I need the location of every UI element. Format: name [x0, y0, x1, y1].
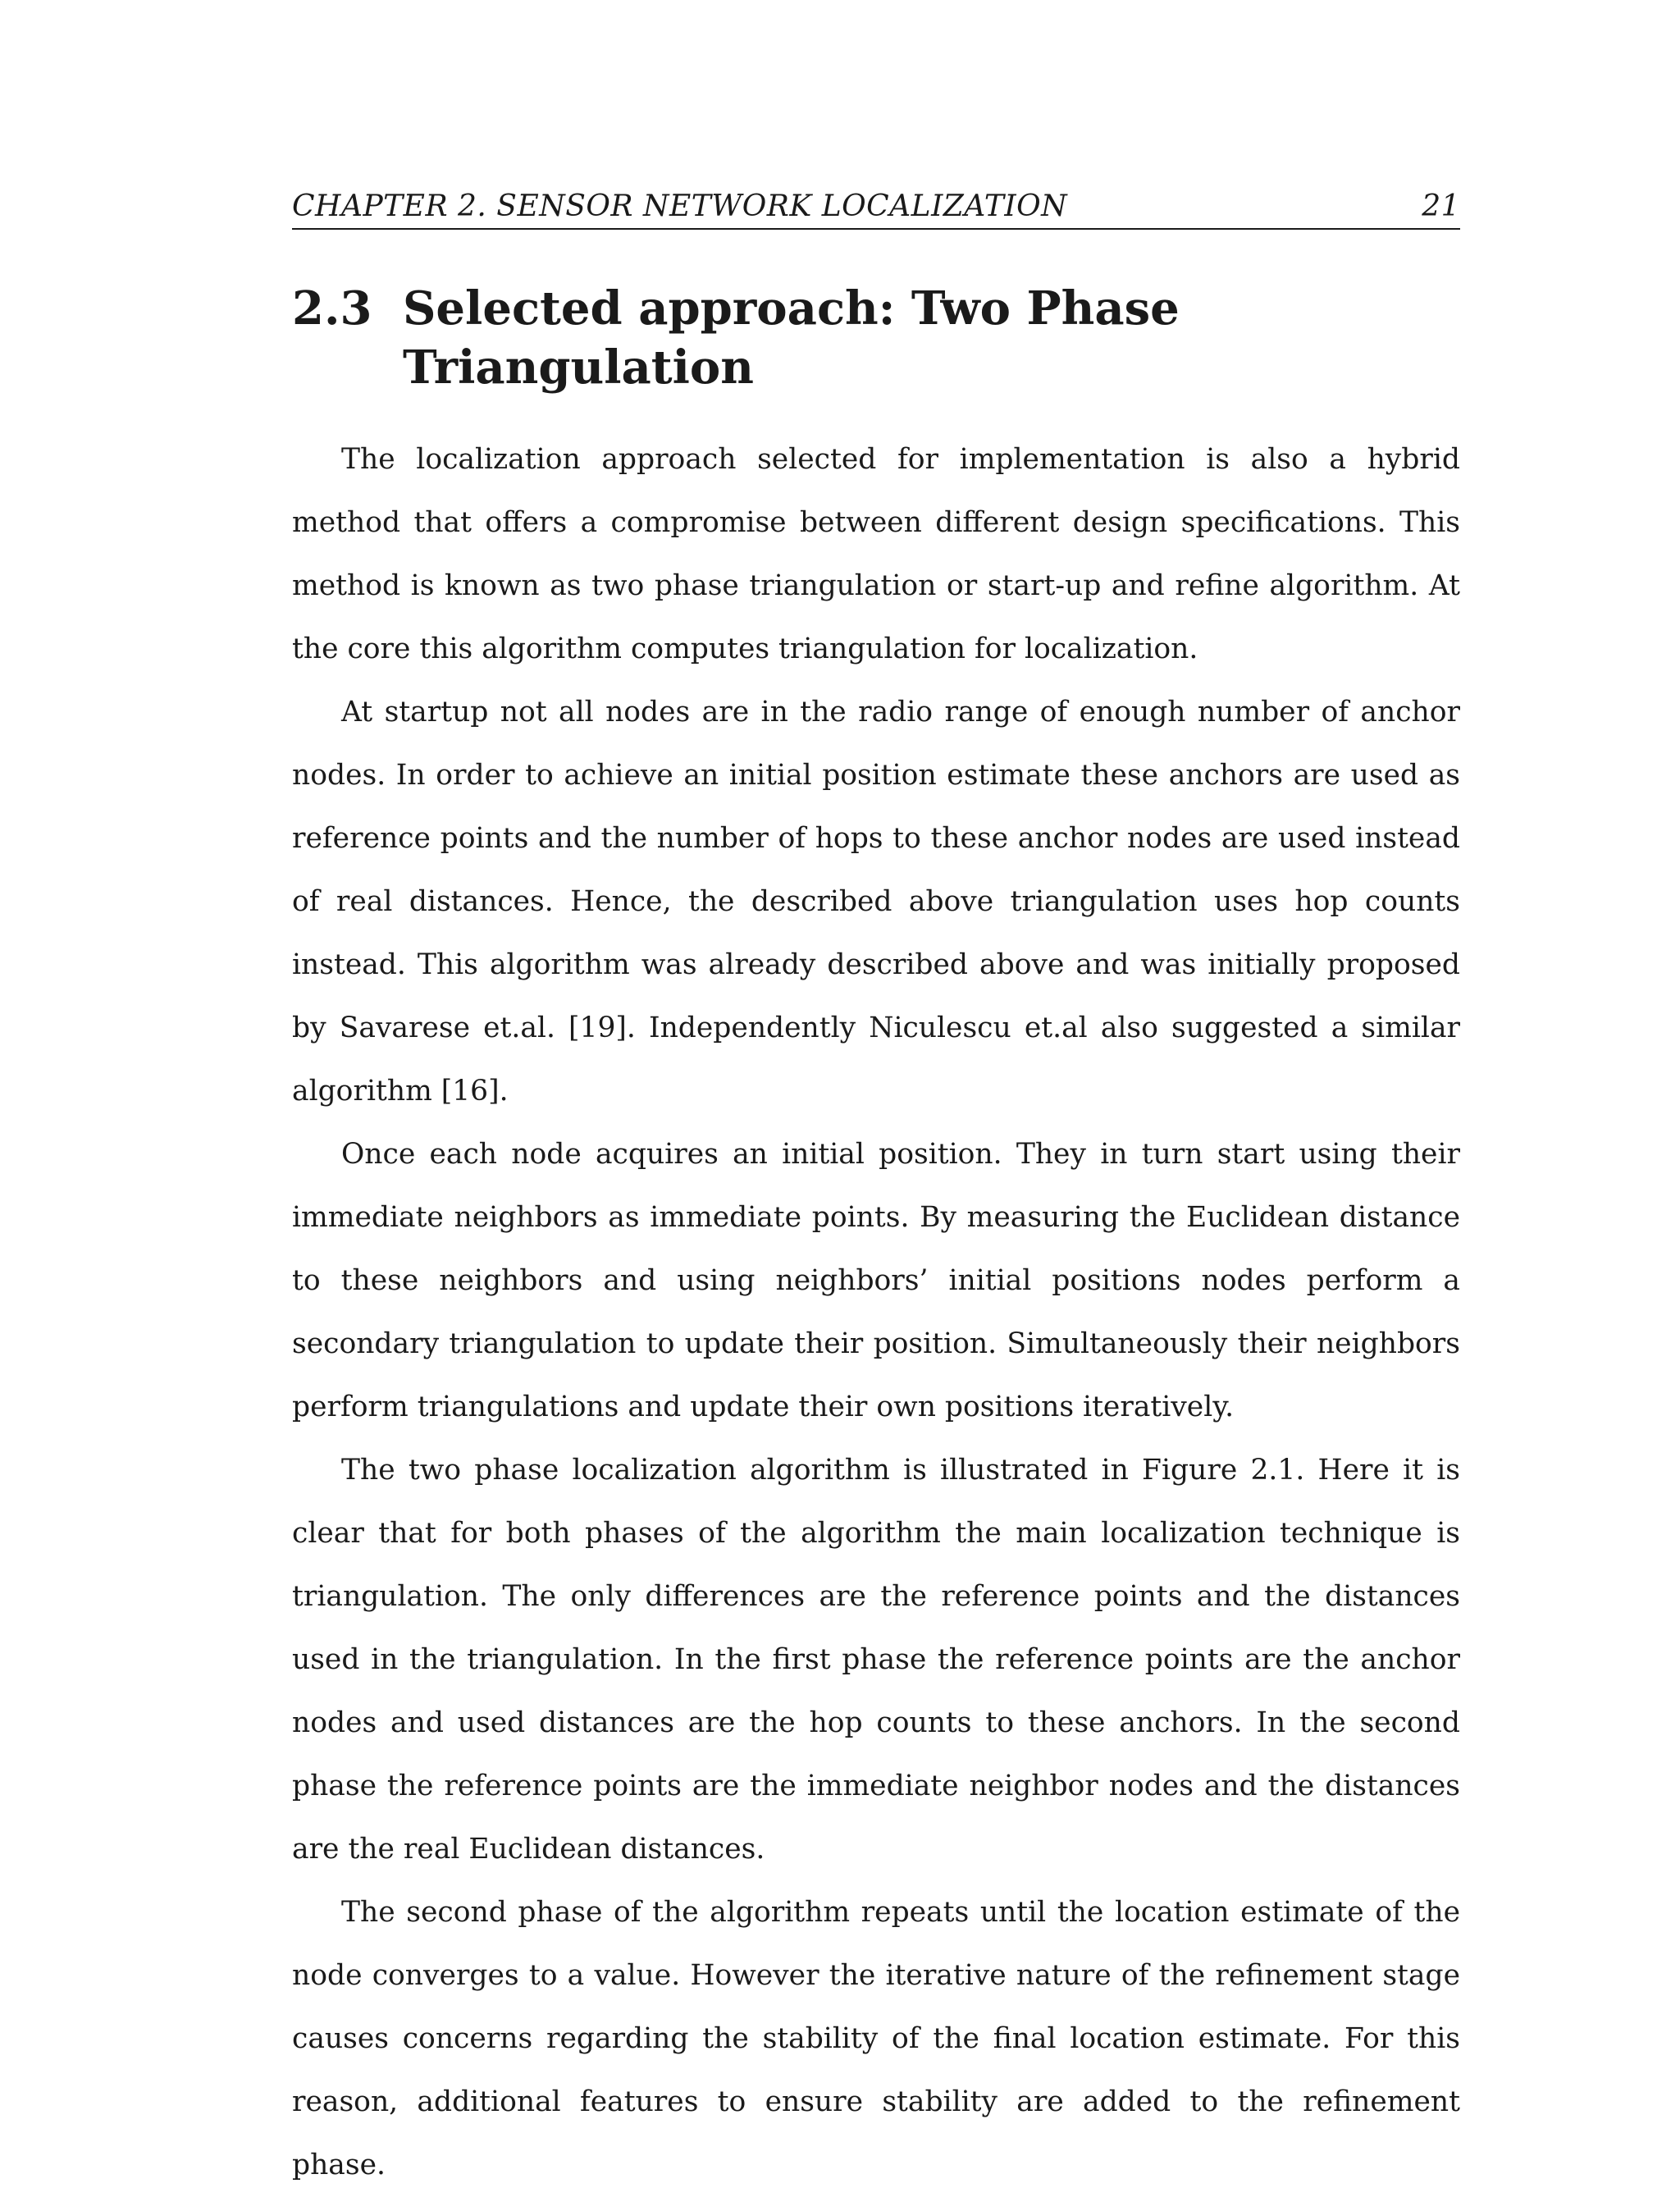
page-number: 21 [1422, 190, 1460, 223]
chapter-title: CHAPTER 2. SENSOR NETWORK LOCALIZATION [292, 190, 1068, 223]
running-header [292, 189, 1460, 230]
document-page [292, 189, 1460, 2197]
section-number: 2.3 [292, 281, 372, 336]
paragraph: At startup not all nodes are in the radio range of enough number of anchor nodes. In order to achieve an initial position estimate these anchors are used as reference points and the number of hops to these anchor nodes are used instead of real distances. Hence, the described above triangulation uses hop counts instead. This algorithm was already described above and was initially proposed by Savarese et.al. [19]. Independently Niculescu et.al also suggested a similar algorithm [16]. [292, 696, 1460, 1108]
paragraph: The two phase localization algorithm is illustrated in Figure 2.1. Here it is clear that for both phases of the algorithm the main localization technique is triangulation. The only differences are the reference points and the distances used in the triangulation. In the first phase the reference points are the anchor nodes and used distances are the hop counts to these anchors. In the second phase the reference points are the immediate neighbor nodes and the distances are the real Euclidean distances. [292, 1454, 1460, 1866]
section-title: Selected approach: Two Phase Triangulation [402, 281, 1180, 395]
section-heading [292, 279, 1460, 397]
body-text [292, 428, 1460, 2197]
paragraph: The second phase of the algorithm repeats until the location estimate of the node converges to a value. However the iterative nature of the refinement stage causes concerns regarding the stability of the final location estimate. For this reason, additional features to ensure stability are added to the refinement phase. [292, 1896, 1460, 2181]
paragraph: Once each node acquires an initial position. They in turn start using their immediate neighbors as immediate points. By measuring the Euclidean distance to these neighbors and using neighbors’ initial positions nodes perform a secondary triangulation to update their position. Simultaneously their neighbors perform triangulations and update their own positions iteratively. [292, 1138, 1460, 1423]
paragraph: The localization approach selected for implementation is also a hybrid method that offers a compromise between different design specifications. This method is known as two phase triangulation or start-up and refine algorithm. At the core this algorithm computes triangulation for localization. [292, 443, 1460, 665]
